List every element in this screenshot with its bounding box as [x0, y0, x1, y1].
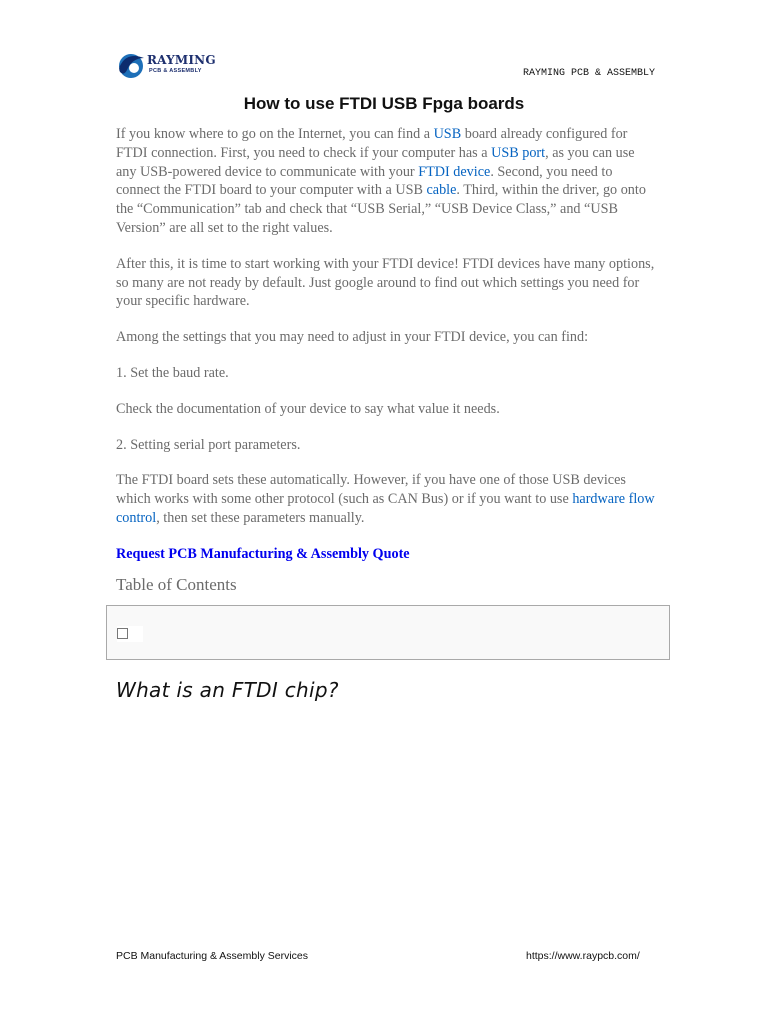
- paragraph-settings: Among the settings that you may need to adjust in your FTDI device, you can find:: [116, 329, 589, 346]
- toc-toggle-button[interactable]: [117, 626, 143, 642]
- paragraph-text: , then set these parameters manually.: [156, 509, 365, 526]
- footer-url-link[interactable]: https://www.raypcb.com/: [526, 950, 640, 962]
- hardware-flow-control-link[interactable]: hardware flow control: [116, 491, 655, 526]
- logo-name: RAYMING: [147, 53, 216, 67]
- paragraph-text: board already configured for FTDI connection. First, you need to check if your computer has a: [116, 126, 628, 161]
- rayming-logo[interactable]: [116, 50, 226, 82]
- usb-link[interactable]: USB: [433, 126, 462, 142]
- checkbox-icon: [117, 628, 128, 639]
- paragraph-text: . Second, you need to connect the FTDI board to your computer with a USB: [116, 163, 613, 199]
- header-company-name: RAYMING PCB & ASSEMBLY: [523, 68, 656, 79]
- toc-title: Table of Contents: [116, 575, 237, 594]
- paragraph-intro: [116, 125, 656, 238]
- usb-port-link[interactable]: USB port: [491, 144, 546, 161]
- paragraph-after: After this, it is time to start working with your FTDI device! FTDI devices have many options, so many are not ready by default. Just google around to find out which settings you need for your specific hardware.: [116, 255, 655, 310]
- paragraph-text: . Third, within the driver, go onto the “Communication” tab and check that “USB Serial,” “USB Device Class,” and “USB Version” are all set to the right values.: [116, 182, 646, 236]
- paragraph-text: , as you can use any USB-powered device to communicate with your: [116, 144, 635, 180]
- paragraph-ftdi-board: [116, 471, 656, 527]
- paragraph-text: If you know where to go on the Internet, you can find a: [116, 126, 434, 142]
- logo-subtitle: PCB & ASSEMBLY: [149, 68, 202, 74]
- paragraph-baud: 1. Set the baud rate.: [116, 364, 229, 381]
- paragraph-text: The FTDI board sets these automatically. However, if you have one of those USB devices which works with some other protocol (such as CAN Bus) or if you want to use: [116, 472, 626, 508]
- section-heading: What is an FTDI chip?: [116, 678, 339, 702]
- page-title: How to use FTDI USB Fpga boards: [243, 94, 525, 113]
- paragraph-serial: 2. Setting serial port parameters.: [116, 436, 301, 453]
- footer-services: PCB Manufacturing & Assembly Services: [116, 950, 308, 962]
- paragraph-documentation: Check the documentation of your device to say what value it needs.: [116, 400, 500, 417]
- rayming-logo-icon: [116, 50, 146, 80]
- article-body: [116, 125, 656, 564]
- ftdi-device-link[interactable]: FTDI device: [418, 163, 491, 180]
- cable-link[interactable]: cable: [426, 182, 457, 199]
- request-quote-link[interactable]: Request PCB Manufacturing & Assembly Quote: [116, 545, 410, 562]
- table-of-contents: [106, 605, 670, 660]
